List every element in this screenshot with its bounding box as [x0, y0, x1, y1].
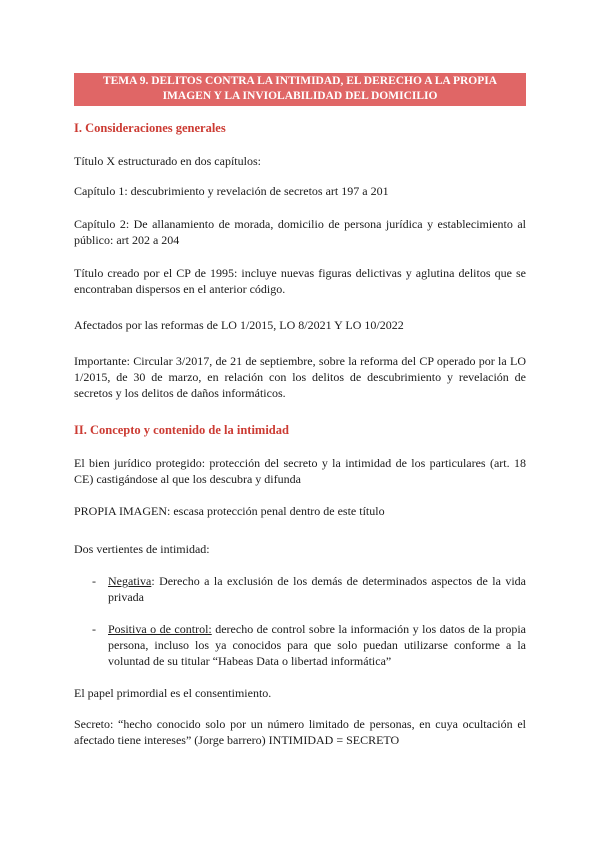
bullet-negativa-text: : Derecho a la exclusión de los demás de determinados aspectos de la vida privada — [108, 574, 526, 604]
paragraph-consentimiento: El papel primordial es el consentimiento. — [74, 686, 272, 700]
paragraph-vertientes: Dos vertientes de intimidad: — [74, 542, 210, 556]
paragraph-chapter-2: Capítulo 2: De allanamiento de morada, domicilio de persona jurídica y establecimiento al público: art 202 a 204 — [74, 217, 526, 247]
bullet-marker: - — [92, 574, 96, 588]
bullet-positiva-text: derecho de control sobre la información y los datos de la propia persona, incluso los ya conocidos para que solo puedan utilizarse conforme a la voluntad de su titular “Habeas Data o libertad informática” — [108, 622, 526, 668]
paragraph-reforms: Afectados por las reformas de LO 1/2015, LO 8/2021 Y LO 10/2022 — [74, 318, 404, 332]
paragraph-title-structure: Título X estructurado en dos capítulos: — [74, 154, 261, 168]
title-line-2: IMAGEN Y LA INVIOLABILIDAD DEL DOMICILIO — [162, 90, 438, 102]
bullet-positiva — [108, 621, 526, 669]
bullet-positiva-term: Positiva o de control: — [108, 622, 212, 636]
paragraph-chapter-1: Capítulo 1: descubrimiento y revelación de secretos art 197 a 201 — [74, 184, 389, 198]
paragraph-circular: Importante: Circular 3/2017, de 21 de septiembre, sobre la reforma del CP operado por la LO 1/2015, de 30 de marzo, en relación con los delitos de descubrimiento y revelación de secretos y los delitos de daños informáticos. — [74, 354, 526, 400]
paragraph-cp-1995: Título creado por el CP de 1995: incluye nuevas figuras delictivas y aglutina delitos que se encontraban dispersos en el anterior código. — [74, 266, 526, 296]
bullet-negativa-term: Negativa — [108, 574, 152, 588]
bullet-negativa — [108, 573, 526, 605]
paragraph-propia-imagen: PROPIA IMAGEN: escasa protección penal dentro de este título — [74, 504, 385, 518]
title-line-1: TEMA 9. DELITOS CONTRA LA INTIMIDAD, EL DERECHO A LA PROPIA — [102, 75, 498, 87]
section-1-heading: I. Consideraciones generales — [74, 121, 226, 135]
paragraph-secreto: Secreto: “hecho conocido solo por un número limitado de personas, en cuya ocultación el afectado tiene intereses” (Jorge barrero) INTIMIDAD = SECRETO — [74, 717, 526, 747]
document-title — [74, 73, 526, 106]
paragraph-bien-juridico: El bien jurídico protegido: protección del secreto y la intimidad de los particulares (art. 18 CE) castigándose al que los descubra y difunda — [74, 456, 526, 486]
section-2-heading: II. Concepto y contenido de la intimidad — [74, 423, 289, 437]
bullet-marker: - — [92, 622, 96, 636]
